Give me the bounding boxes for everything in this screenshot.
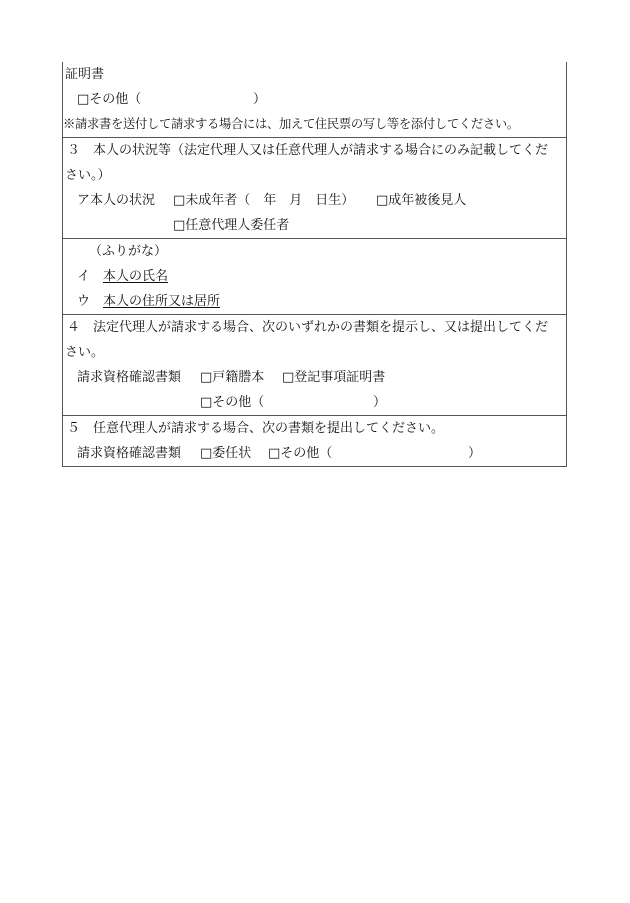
certificate-text: 証明書 — [65, 67, 105, 82]
principal-name-field[interactable]: 本人の氏名 — [103, 269, 169, 284]
qualification-documents-label: 請求資格確認書類 — [77, 370, 182, 385]
section-3-principal-status — [63, 137, 566, 238]
adult-guardianship-checkbox-option[interactable]: □成年被後見人 — [376, 193, 467, 208]
registry-certificate-checkbox-option[interactable]: □登記事項証明書 — [282, 370, 386, 385]
other-close-paren: ） — [253, 92, 267, 107]
other-checkbox-option[interactable]: □その他（ — [77, 92, 142, 107]
name-item-prefix: イ — [77, 269, 91, 284]
voluntary-agent-checkbox-option[interactable]: □任意代理人委任者 — [173, 218, 290, 233]
section-2-tail — [63, 62, 566, 137]
principal-address-field[interactable]: 本人の住所又は居所 — [103, 294, 221, 309]
furigana-label: （ふりがな） — [89, 244, 168, 259]
family-register-checkbox-option[interactable]: □戸籍謄本 — [200, 370, 265, 385]
principal-status-label: ア本人の状況 — [77, 193, 156, 208]
other-checkbox-option[interactable]: □その他（ — [200, 395, 265, 410]
section-3-heading-continued: さい。） — [65, 168, 111, 183]
section-5-heading: ５ 任意代理人が請求する場合、次の書類を提出してください。 — [67, 421, 445, 436]
section-3-heading: ３ 本人の状況等（法定代理人又は任意代理人が請求する場合にのみ記載してくだ — [67, 143, 549, 158]
minor-checkbox-option[interactable]: □未成年者（ 年 月 日生） — [173, 193, 355, 208]
section-5-voluntary-agent — [63, 415, 566, 466]
qualification-documents-label: 請求資格確認書類 — [77, 446, 182, 461]
other-close-paren: ） — [373, 395, 387, 410]
other-close-paren: ） — [468, 446, 482, 461]
other-checkbox-option[interactable]: □その他（ — [268, 446, 333, 461]
section-4-heading-continued: さい。 — [65, 345, 105, 360]
section-3-name-address — [63, 238, 566, 314]
section-4-legal-agent — [63, 314, 566, 415]
section-4-heading: ４ 法定代理人が請求する場合、次のいずれかの書類を提示し、又は提出してくだ — [67, 320, 549, 335]
address-item-prefix: ウ — [77, 294, 91, 309]
power-of-attorney-checkbox-option[interactable]: □委任状 — [200, 446, 252, 461]
residence-certificate-notice: ※請求書を送付して請求する場合には、加えて住民票の写し等を添付してください。 — [63, 117, 519, 131]
request-form-table — [62, 62, 567, 467]
